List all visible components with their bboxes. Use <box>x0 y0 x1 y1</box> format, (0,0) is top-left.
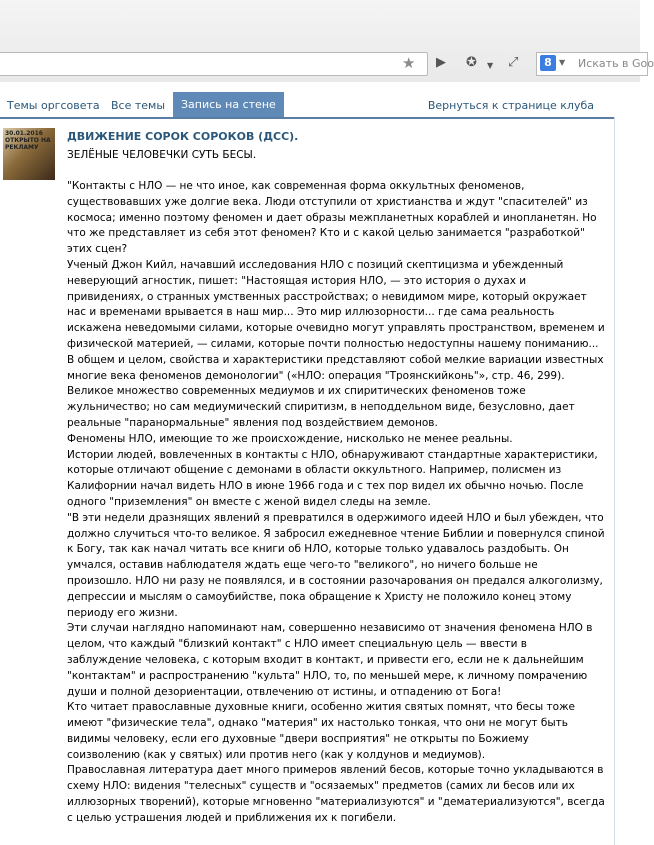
google-icon[interactable]: 8 <box>540 55 556 71</box>
avatar-caption: 30.01.2016 ОТКРЫТО НА РЕКЛАМУ <box>5 130 51 151</box>
search-box[interactable] <box>536 52 654 76</box>
post-body <box>67 179 605 827</box>
fullscreen-icon[interactable]: ⤢ <box>508 55 519 70</box>
post-paragraph: Истории людей, вовлеченных в контакты с НЛО, обнаруживают стандартные характеристики, которые отличают общение с демонами в области оккультного. Например, полисмен из Калифорнии начал видеть НЛО в июне 1966 года и с тех пор видел их обычно ночью. После одного "приземления" он вместе с женой видел следы на земле. <box>67 448 598 508</box>
post-paragraph: "В эти недели дразнящих явлений я превратился в одержимого идеей НЛО и был убежден, что должно случиться что-то великое. Я забросил ежедневное чтение Библии и повернулся спиной к Богу, так как начал читать все книги об НЛО, которые только удавалось раздобыть. Он умчался, оставив наблюдателя ждать еще чего-то "великого", но ничего больше не произошло. НЛО ни разу не появлялся, и в состоянии разочарования он предался алкоголизму, депрессии и мыслям о самоубийстве, пока обращение к Христу не положило конец этому периоду его жизни. <box>67 511 605 619</box>
post-paragraph: "Контакты с НЛО — не что иное, как современная форма оккультных феноменов, существовавших уже долгие века. Люди отступили от христианства и ждут "спасителей" из космоса; именно поэтому феномен и дает образы межпланетных кораблей и инопланетян. Но что же представляет из себя этот феномен? Кто и с какой целью занимается "разработкой" этих сцен? <box>67 180 597 256</box>
bookmark-star-icon[interactable]: ★ <box>402 54 416 72</box>
post-author[interactable]: ДВИЖЕНИЕ СОРОК СОРОКОВ (ДСС). <box>67 130 299 143</box>
address-bar[interactable] <box>0 52 428 76</box>
post-paragraph: Ученый Джон Кийл, начавший исследования НЛО с позиций скептицизма и убежденный неверующий агностик, пишет: "Настоящая история НЛО, — это история о духах и привидениях, о странных умственных расстройствах; о невидимом мире, который окружает нас и временами врывается в наш мир... Это мир иллюзорности... где сама реальность искажена неведомыми силами, которые очевидно могут управлять пространством, временем и физической материей, — силами, которые почти полностью недоступны нашему пониманию... В общем и целом, свойства и характеристики представляют собой мелкие вариации известных многие века феноменов демонологии" («НЛО: операция "Троянскийконь"», стр. 46, 299). <box>67 258 605 382</box>
post-paragraph: Кто читает православные духовные книги, особенно жития святых помнят, что бесы тоже имеют "физические тела", однако "материя" их настолько тонкая, что они не могут быть видимы человеку, если его духовные "двери восприятия" не открыты по Божиему соизволению (как у святых) или против него (как у колдунов и медиумов). <box>67 701 575 761</box>
browser-toolbar <box>0 0 654 82</box>
post-paragraph: Эти случаи наглядно напоминают нам, совершенно независимо от значения феномена НЛО в целом, что каждый "близкий контакт" с НЛО имеет специальную цель — ввести в заблуждение человека, с которым входит в контакт, и привести его, если не к дальнейшим "контактам" и распространению "культа" НЛО, то, по меньшей мере, к личному помрачению души и полной дезориентации, отвлечению от истины, и отпадению от Бога! <box>67 622 593 698</box>
post-paragraph: Феномены НЛО, имеющие то же происхождение, нисколько не менее реальны. <box>67 432 513 445</box>
avatar[interactable] <box>3 128 55 180</box>
search-placeholder: Искать в Goo <box>578 57 654 70</box>
medal-icon[interactable]: ✪ <box>466 55 477 70</box>
tab-all-topics[interactable]: Все темы <box>111 99 166 112</box>
dropdown-arrow-icon[interactable]: ▼ <box>487 61 494 70</box>
forward-arrow-icon[interactable]: ▶ <box>436 55 446 70</box>
content-border <box>614 117 615 845</box>
post-subtitle: ЗЕЛЁНЫЕ ЧЕЛОВЕЧКИ СУТЬ БЕСЫ. <box>67 149 257 161</box>
post-paragraph: Православная литература дает много примеров явлений бесов, которые точно укладываются в схему НЛО: видения "телесных" существ и "осязаемых" предметов (самих ли бесов или их иллюзорных творений), которые мгновенно "материализуются" и "дематериализуются", всегда с целью устрашения людей и приближения их к погибели. <box>67 764 605 824</box>
search-engine-dropdown-icon[interactable]: ▼ <box>559 58 566 67</box>
topic-tabs <box>0 90 614 119</box>
tab-council-topics[interactable]: Темы оргсовета <box>7 99 100 112</box>
back-to-club-link[interactable]: Вернуться к странице клуба <box>427 99 594 112</box>
tab-wall-post[interactable]: Запись на стене <box>173 92 284 117</box>
post-paragraph: Великое множество современных медиумов и их спиритических феноменов тоже жульничество; но сам медиумический спиритизм, в неподдельном виде, безусловно, дает реальные "паранормальные" явления под воздействием демонов. <box>67 385 575 429</box>
